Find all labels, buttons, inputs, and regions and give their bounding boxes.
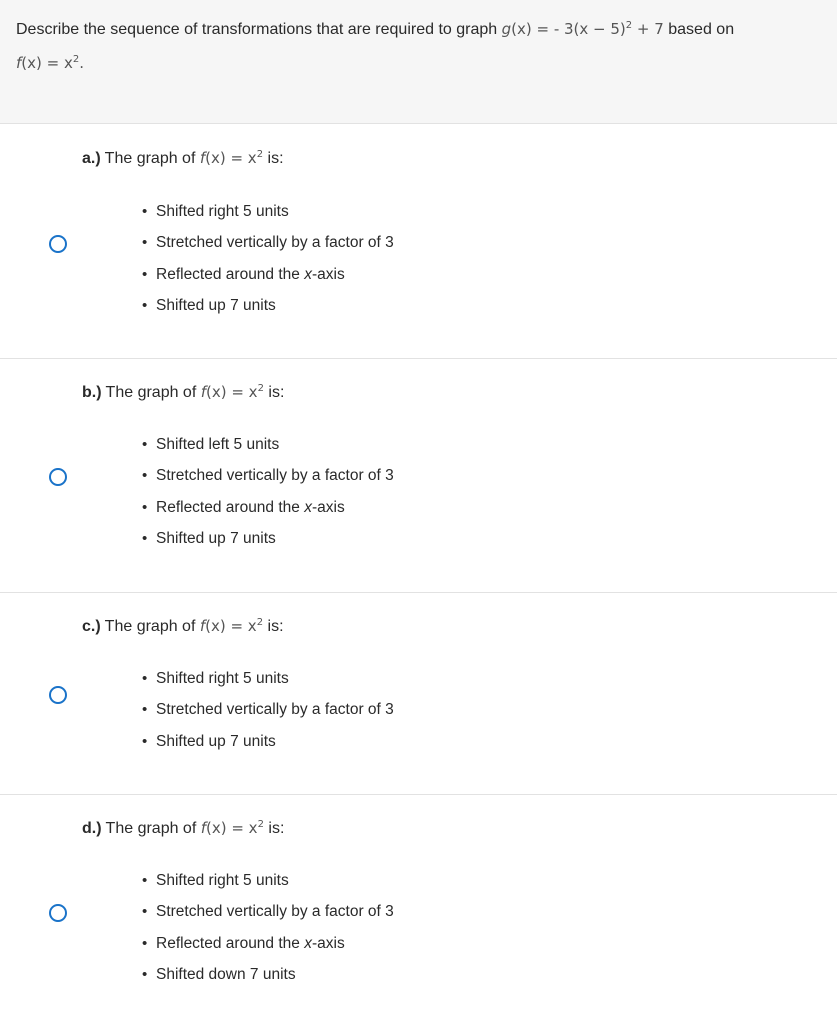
transformation-list [142, 871, 394, 996]
question-prompt [0, 0, 837, 124]
g-function-expression: g(x) = - $3(x - 5)^2 + 7$ [501, 20, 664, 38]
list-item: • Stretched vertically by a factor of 3 [142, 233, 394, 264]
option-title: c.) The graph of $f(x) = x^2$ is: [82, 617, 284, 635]
transformation-list [142, 202, 394, 327]
list-item: • Shifted right 5 units [142, 669, 394, 700]
list-item: • Shifted right 5 units [142, 871, 394, 902]
list-item: • Reflected around the x-axis [142, 498, 394, 529]
answer-option-c[interactable] [0, 593, 837, 795]
transformation-list [142, 435, 394, 560]
list-item: • Shifted right 5 units [142, 202, 394, 233]
question-text-line-1 [16, 19, 734, 40]
f-function-expression: $f(x) = x^2$. [16, 54, 84, 72]
list-item: • Shifted down 7 units [142, 965, 394, 996]
answer-option-a[interactable] [0, 125, 837, 359]
list-item: • Reflected around the x-axis [142, 934, 394, 965]
question-text-line-2 [16, 53, 84, 74]
list-item: • Stretched vertically by a factor of 3 [142, 700, 394, 731]
list-item: • Stretched vertically by a factor of 3 [142, 902, 394, 933]
transformation-list [142, 669, 394, 763]
option-title: d.) The graph of $f(x) = x^2$ is: [82, 819, 285, 837]
list-item: • Shifted up 7 units [142, 732, 394, 763]
list-item: • Reflected around the x-axis [142, 265, 394, 296]
list-item: • Shifted up 7 units [142, 529, 394, 560]
question-suffix: based on [663, 21, 735, 38]
radio-button-c[interactable] [49, 686, 67, 704]
answer-option-d[interactable] [0, 795, 837, 1024]
radio-button-a[interactable] [49, 235, 67, 253]
option-title: a.) The graph of $f(x) = x^2$ is: [82, 149, 284, 167]
list-item: • Shifted left 5 units [142, 435, 394, 466]
list-item: • Stretched vertically by a factor of 3 [142, 466, 394, 497]
answer-option-b[interactable] [0, 359, 837, 593]
radio-button-d[interactable] [49, 904, 67, 922]
list-item: • Shifted up 7 units [142, 296, 394, 327]
radio-button-b[interactable] [49, 468, 67, 486]
question-prefix: Describe the sequence of transformations that are required to graph [16, 21, 502, 38]
option-title: b.) The graph of $f(x) = x^2$ is: [82, 383, 285, 401]
